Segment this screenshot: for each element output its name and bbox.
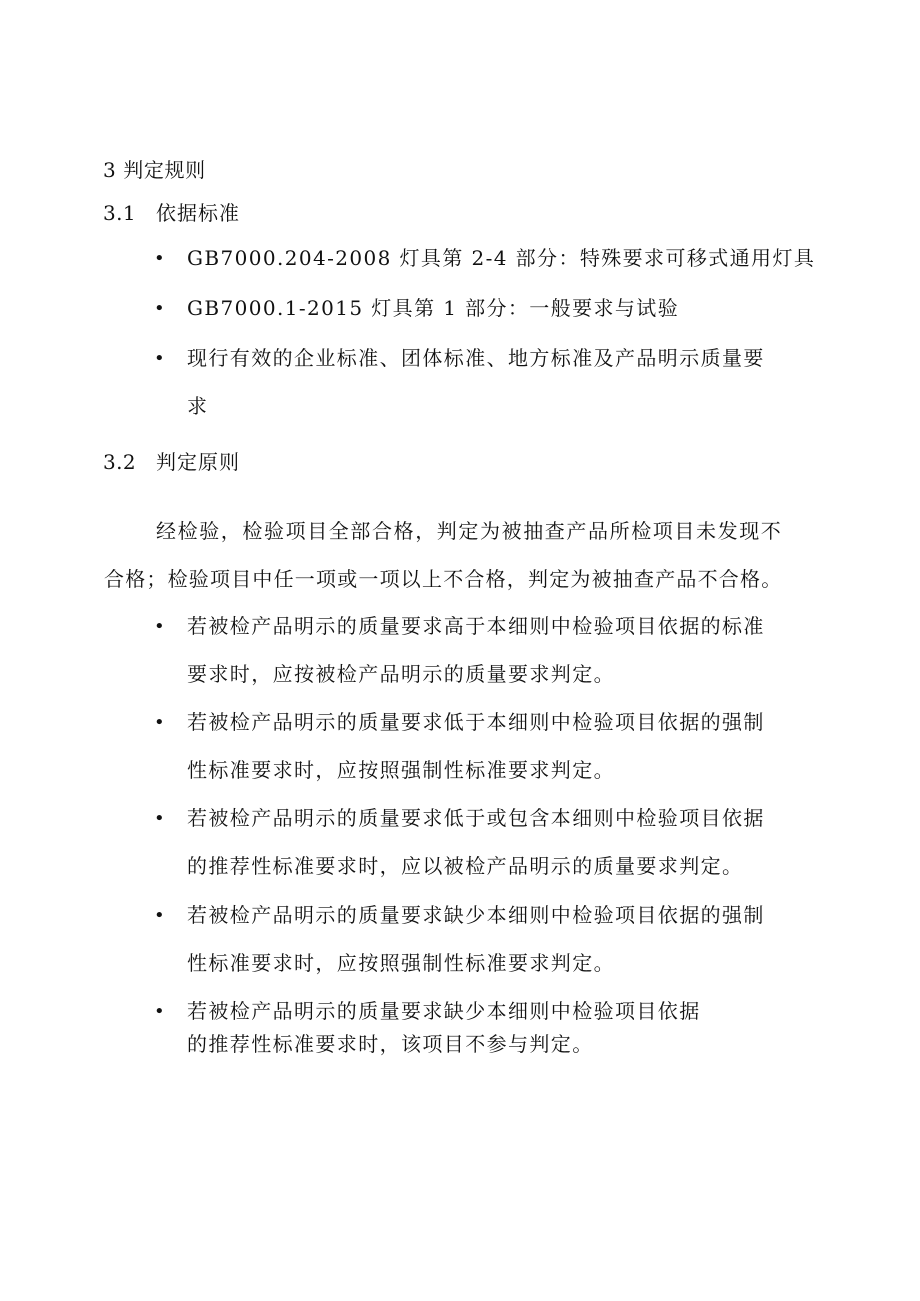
standard-item-2: GB7000.1-2015 灯具第 1 部分：一般要求与试验: [187, 296, 680, 320]
rule-item-3-cont: 的推荐性标准要求时，应以被检产品明示的质量要求判定。: [187, 854, 744, 878]
subsection-title-3-2: 判定原则: [156, 450, 240, 474]
bullet-icon: •: [154, 1001, 165, 1022]
bullet-icon: •: [154, 248, 165, 269]
judgement-paragraph-line-1: 经检验，检验项目全部合格，判定为被抽查产品所检项目未发现不: [156, 519, 783, 543]
rule-item-2: 若被检产品明示的质量要求低于本细则中检验项目依据的强制: [187, 710, 765, 734]
rule-item-5-cont: 的推荐性标准要求时，该项目不参与判定。: [187, 1032, 594, 1056]
standard-item-3: 现行有效的企业标准、团体标准、地方标准及产品明示质量要: [187, 346, 765, 370]
rule-item-4-cont: 性标准要求时，应按照强制性标准要求判定。: [187, 951, 615, 975]
rule-item-1-cont: 要求时，应按被检产品明示的质量要求判定。: [187, 662, 615, 686]
standard-item-1: GB7000.204-2008 灯具第 2-4 部分：特殊要求可移式通用灯具: [187, 246, 816, 270]
rule-item-4: 若被检产品明示的质量要求缺少本细则中检验项目依据的强制: [187, 903, 765, 927]
rule-item-1: 若被检产品明示的质量要求高于本细则中检验项目依据的标准: [187, 614, 765, 638]
bullet-icon: •: [154, 616, 165, 637]
bullet-icon: •: [154, 298, 165, 319]
rule-item-3: 若被检产品明示的质量要求低于或包含本细则中检验项目依据: [187, 806, 765, 830]
standard-item-3-cont: 求: [187, 394, 209, 418]
bullet-icon: •: [154, 712, 165, 733]
subsection-number-3-2: 3.2: [103, 450, 137, 474]
rule-item-5: 若被检产品明示的质量要求缺少本细则中检验项目依据: [187, 999, 701, 1023]
bullet-icon: •: [154, 905, 165, 926]
rule-item-2-cont: 性标准要求时，应按照强制性标准要求判定。: [187, 758, 615, 782]
subsection-title-3-1: 依据标准: [156, 201, 240, 225]
bullet-icon: •: [154, 348, 165, 369]
bullet-icon: •: [154, 808, 165, 829]
judgement-paragraph-line-2: 合格；检验项目中任一项或一项以上不合格，判定为被抽查产品不合格。: [104, 567, 783, 591]
subsection-number-3-1: 3.1: [103, 201, 137, 225]
section-title: 3 判定规则: [103, 158, 206, 182]
